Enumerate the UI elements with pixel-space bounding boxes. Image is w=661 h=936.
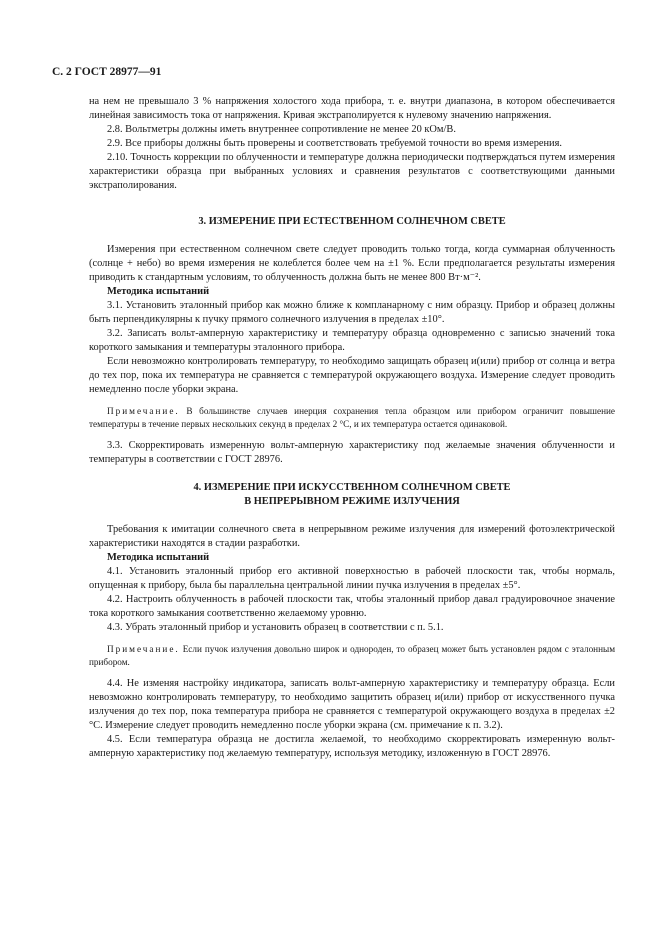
paragraph-4-5: 4.5. Если температура образца не достигла желаемой, то необходимо скорректировать измеренную вольт-амперную характеристику под желаемую температуру, используя методику, изложенную в ГОСТ 28976. bbox=[89, 734, 615, 759]
section-3-intro: Измерения при естественном солнечном свете следует проводить только тогда, когда суммарная облученность (солнце + небо) во время измерения не колеблется более чем на ±1 %. Если предполагается результаты измерения приводить к стандартным условиям, то облученность должна быть не менее 800 Вт·м⁻². bbox=[89, 244, 615, 283]
note-label: Примечание. bbox=[107, 644, 180, 654]
paragraph-3-2: 3.2. Записать вольт-амперную характеристику и температуру образца одновременно с записью значений тока короткого замыкания и температуры эталонного прибора. bbox=[89, 328, 615, 353]
paragraph-3-1: 3.1. Установить эталонный прибор как можно ближе к компланарному с ним образцу. Прибор и образец должны быть перпендикулярны к пучку прямого солнечного излучения в пределах ±10°. bbox=[89, 300, 615, 325]
page-body bbox=[89, 95, 615, 761]
section-3-note bbox=[89, 405, 615, 431]
section-4-title-line-1: 4. ИЗМЕРЕНИЕ ПРИ ИСКУССТВЕННОМ СОЛНЕЧНОМ СВЕТЕ bbox=[193, 482, 511, 493]
paragraph-3-2-continued: Если невозможно контролировать температуру, то необходимо защищать образец и(или) прибор от солнца и ветра до тех пор, пока их температура не сравняется с температурой окружающего воздуха. Измерение следует проводить немедленно после уборки экрана. bbox=[89, 356, 615, 395]
section-3-title: 3. ИЗМЕРЕНИЕ ПРИ ЕСТЕСТВЕННОМ СОЛНЕЧНОМ СВЕТЕ bbox=[198, 216, 506, 227]
paragraph-2-10: 2.10. Точность коррекции по облученности и температуре должна периодически подтверждаться путем измерения характеристики образца при выбранных условиях и сравнения результатов с соответствующими данными экстраполирования. bbox=[89, 152, 615, 191]
note-text: Если пучок излучения довольно широк и однороден, то образец может быть установлен рядом с эталонным прибором. bbox=[89, 644, 616, 667]
section-4-intro: Требования к имитации солнечного света в непрерывном режиме излучения для измерений фотоэлектрической характеристики находятся в стадии разработки. bbox=[89, 524, 615, 549]
paragraph-4-3: 4.3. Убрать эталонный прибор и установить образец в соответствии с п. 5.1. bbox=[107, 622, 444, 633]
note-label: Примечание. bbox=[107, 406, 180, 416]
paragraph-continuation: на нем не превышало 3 % напряжения холостого хода прибора, т. е. внутри диапазона, в котором обеспечивается линейная зависимость тока от напряжения. Кривая экстраполируется к нулевому значению напряжения. bbox=[89, 96, 615, 121]
page-header: С. 2 ГОСТ 28977—91 bbox=[52, 66, 162, 78]
paragraph-2-8: 2.8. Вольтметры должны иметь внутреннее сопротивление не менее 20 кОм/В. bbox=[107, 124, 456, 135]
paragraph-4-4: 4.4. Не изменяя настройку индикатора, записать вольт-амперную характеристику и температуру образца. Если невозможно контролировать температуру, то необходимо защитить образец и(или) прибор от искусственного пучка излучения до тех пор, пока температура прибора не сравняется с температурой окружающего воздуха в пределах ±2 °С. Измерение следует проводить немедленно после уборки экрана (см. примечание к п. 3.2). bbox=[89, 678, 615, 731]
section-4-title-line-2: В НЕПРЕРЫВНОМ РЕЖИМЕ ИЗЛУЧЕНИЯ bbox=[244, 496, 460, 507]
section-3-method-heading: Методика испытаний bbox=[107, 286, 210, 297]
paragraph-3-3: 3.3. Скорректировать измеренную вольт-амперную характеристику под желаемые значения облученности и температуры в соответствии с ГОСТ 28976. bbox=[89, 440, 615, 465]
section-4-title bbox=[89, 481, 615, 509]
section-4-note bbox=[89, 643, 615, 669]
paragraph-4-1: 4.1. Установить эталонный прибор его активной поверхностью в рабочей плоскости так, чтобы нормаль, опущенная к прибору, была бы параллельна центральной линии пучка излучения в пределах ±5°. bbox=[89, 566, 615, 591]
paragraph-4-2: 4.2. Настроить облученность в рабочей плоскости так, чтобы эталонный прибор давал градуировочное значение тока короткого замыкания соответственно желаемому уровню. bbox=[89, 594, 615, 619]
paragraph-2-9: 2.9. Все приборы должны быть проверены и соответствовать требуемой точности во время измерения. bbox=[107, 138, 562, 149]
section-4-method-heading: Методика испытаний bbox=[107, 552, 210, 563]
note-text: В большинстве случаев инерция сохранения тепла образцом или прибором ограничит повышение температуры в течение первых нескольких секунд в пределах 2 °С, и их температура остается одинаковой. bbox=[89, 406, 615, 429]
